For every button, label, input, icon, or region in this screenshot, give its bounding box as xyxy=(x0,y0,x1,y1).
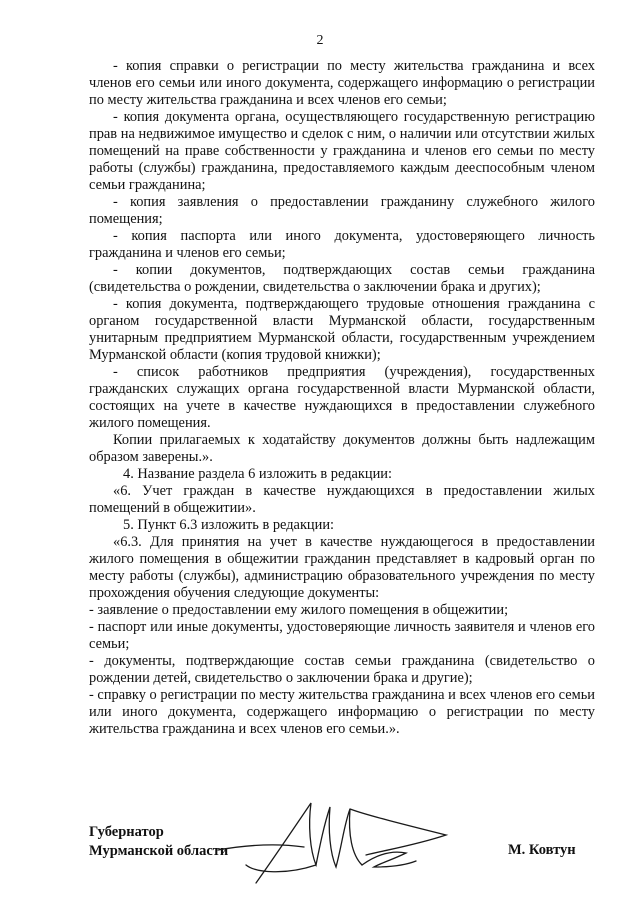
list-item: - заявление о предоставлении ему жилого помещения в общежитии; xyxy=(89,602,509,618)
document-body xyxy=(89,58,595,738)
paragraph: - копия документа, подтверждающего трудовые отношения гражданина с органом государственной власти Мурманской области, государственным унитарным предприятием Мурманской области, государственным учреждением Мурманской области (копия трудовой книжки); xyxy=(89,296,595,363)
paragraph: «6. Учет граждан в качестве нуждающихся в предоставлении жилых помещений в общежитии». xyxy=(89,483,595,516)
paragraph: - копия заявления о предоставлении гражданину служебного жилого помещения; xyxy=(89,194,595,227)
paragraph: «6.3. Для принятия на учет в качестве нуждающегося в предоставлении жилого помещения в общежитии гражданин представляет в кадровый орган по месту работы (службы), администрацию образовательного учреждения по месту прохождения обучения следующие документы: xyxy=(89,534,595,601)
signatory-title-line2: Мурманской области xyxy=(89,843,229,859)
list-item: - паспорт или иные документы, удостоверяющие личность заявителя и членов его семьи; xyxy=(89,619,595,652)
list-item: - справку о регистрации по месту жительства гражданина и всех членов его семьи или иного документа, содержащего информацию о регистрации по месту жительства гражданина и всех членов его семьи.». xyxy=(89,687,595,737)
paragraph: - копия справки о регистрации по месту жительства гражданина и всех членов его семьи или иного документа, содержащего информацию о регистрации по месту жительства гражданина и всех членов его семьи; xyxy=(89,58,595,108)
paragraph: - копия паспорта или иного документа, удостоверяющего личность гражданина и членов его семьи; xyxy=(89,228,595,261)
paragraph: - копии документов, подтверждающих состав семьи гражданина (свидетельства о рождении, свидетельства о заключении брака и других); xyxy=(89,262,595,295)
list-item: - документы, подтверждающие состав семьи гражданина (свидетельство о рождении детей, свидетельство о заключении брака и другие); xyxy=(89,653,595,686)
page-number: 2 xyxy=(316,33,324,48)
paragraph: - копия документа органа, осуществляющего государственную регистрацию прав на недвижимое имущество и сделок с ним, о наличии или отсутствии жилых помещений на праве собственности у гражданина и членов его семьи по месту работы (службы) гражданина, предоставляемого каждым дееспособным членом семьи гражданина; xyxy=(89,109,595,193)
handwritten-signature xyxy=(216,795,466,885)
signatory-title-line1: Губернатор xyxy=(89,824,164,840)
paragraph: Копии прилагаемых к ходатайству документов должны быть надлежащим образом заверены.». xyxy=(89,432,595,465)
section-heading-5: 5. Пункт 6.3 изложить в редакции: xyxy=(123,517,335,533)
paragraph: - список работников предприятия (учреждения), государственных гражданских служащих органа государственной власти Мурманской области, состоящих на учете в качестве нуждающихся в предоставлении служебного жилого помещения. xyxy=(89,364,595,431)
signatory-name: М. Ковтун xyxy=(508,842,576,858)
section-heading-4: 4. Название раздела 6 изложить в редакции: xyxy=(123,466,392,482)
signatory-title xyxy=(89,823,228,861)
